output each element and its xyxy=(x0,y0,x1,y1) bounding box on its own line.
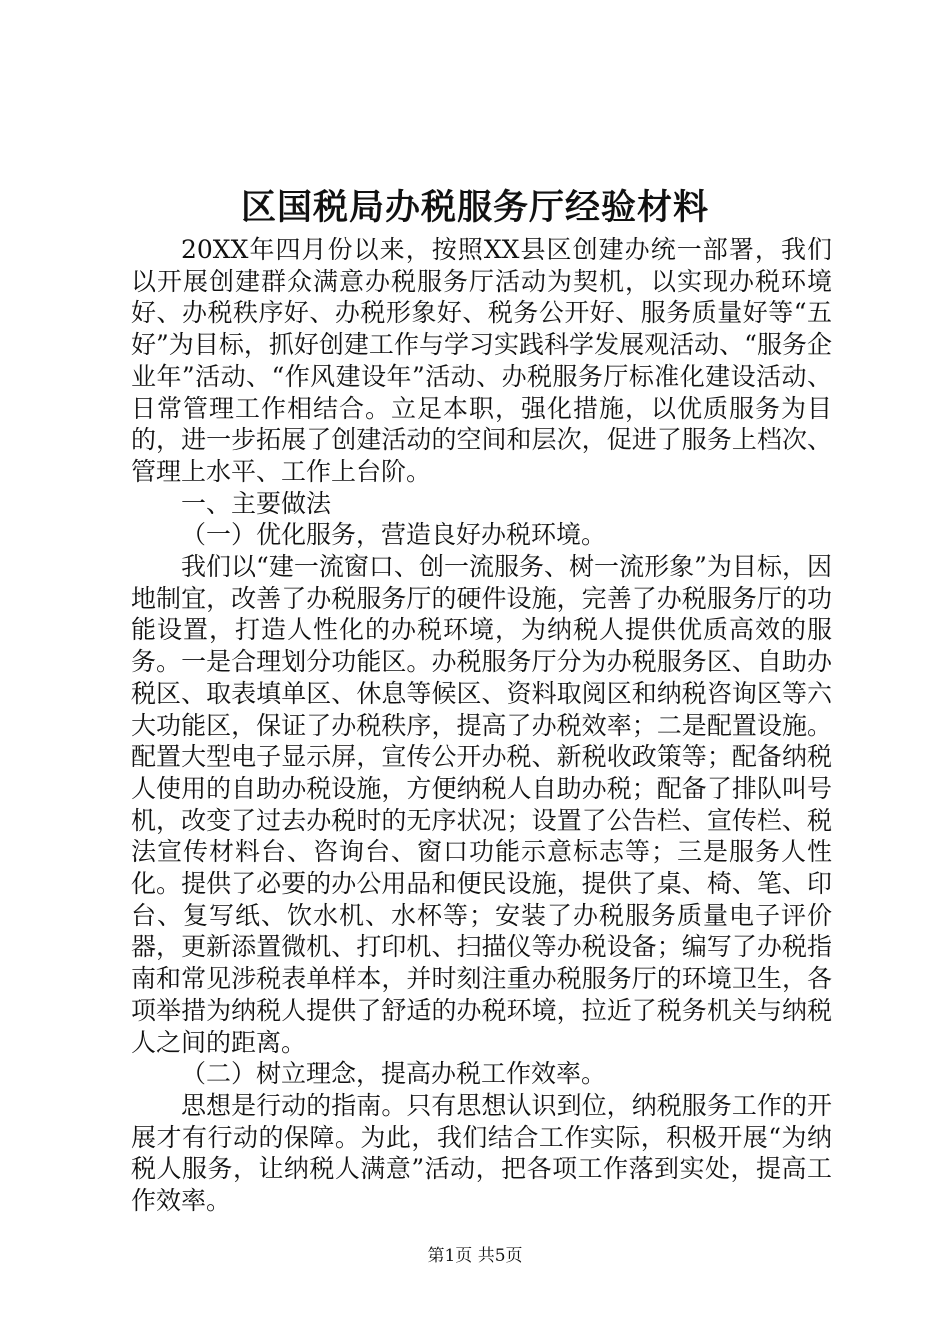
service-paragraph: 我们以“建一流窗口、创一流服务、树一流形象”为目标，因地制宜，改善了办税服务厅的硬件设施，完善了办税服务厅的功能设置，打造人性化的办税环境，为纳税人提供优质高效的服务。一是合理划分功能区。办税服务厅分为办税服务区、自助办税区、取表填单区、休息等候区、资料取阅区和纳税咨询区等六大功能区，保证了办税秩序，提高了办税效率；二是配置设施。配置大型电子显示屏，宣传公开办税、新税收政策等；配备纳税人使用的自助办税设施，方便纳税人自助办税；配备了排队叫号机，改变了过去办税时的无序状况；设置了公告栏、宣传栏、税法宣传材料台、咨询台、窗口功能示意标志等；三是服务人性化。提供了必要的办公用品和便民设施，提供了桌、椅、笔、印台、复写纸、饮水机、水杯等；安装了办税服务质量电子评价器，更新添置微机、打印机、扫描仪等办税设备；编写了办税指南和常见涉税表单样本，并时刻注重办税服务厅的环境卫生，各项举措为纳税人提供了舒适的办税环境，拉近了税务机关与纳税人之间的距离。 xyxy=(131,552,832,1057)
section-heading-main-practices: 一、主要做法 xyxy=(181,488,332,518)
document-title: 区国税局办税服务厅经验材料 xyxy=(240,187,709,228)
efficiency-paragraph: 思想是行动的指南。只有思想认识到位，纳税服务工作的开展才有行动的保障。为此，我们结合工作实际，积极开展“为纳税人服务，让纳税人满意”活动，把各项工作落到实处，提高工作效率。 xyxy=(131,1090,832,1216)
intro-paragraph: 20XX年四月份以来，按照XX县区创建办统一部署，我们以开展创建群众满意办税服务厅活动为契机，以实现办税环境好、办税秩序好、办税形象好、税务公开好、服务质量好等“五好”为目标，抓好创建工作与学习实践科学发展观活动、“服务企业年”活动、“作风建设年”活动、办税服务厅标准化建设活动、日常管理工作相结合。立足本职，强化措施，以优质服务为目的，进一步拓展了创建活动的空间和层次，促进了服务上档次、管理上水平、工作上台阶。 xyxy=(131,235,832,486)
document-body xyxy=(131,234,832,1217)
subsection-heading-efficiency: （二）树立理念，提高办税工作效率。 xyxy=(181,1059,607,1089)
page-footer: 第1页 共5页 xyxy=(427,1246,523,1266)
subsection-heading-optimize-service: （一）优化服务，营造良好办税环境。 xyxy=(181,520,607,550)
